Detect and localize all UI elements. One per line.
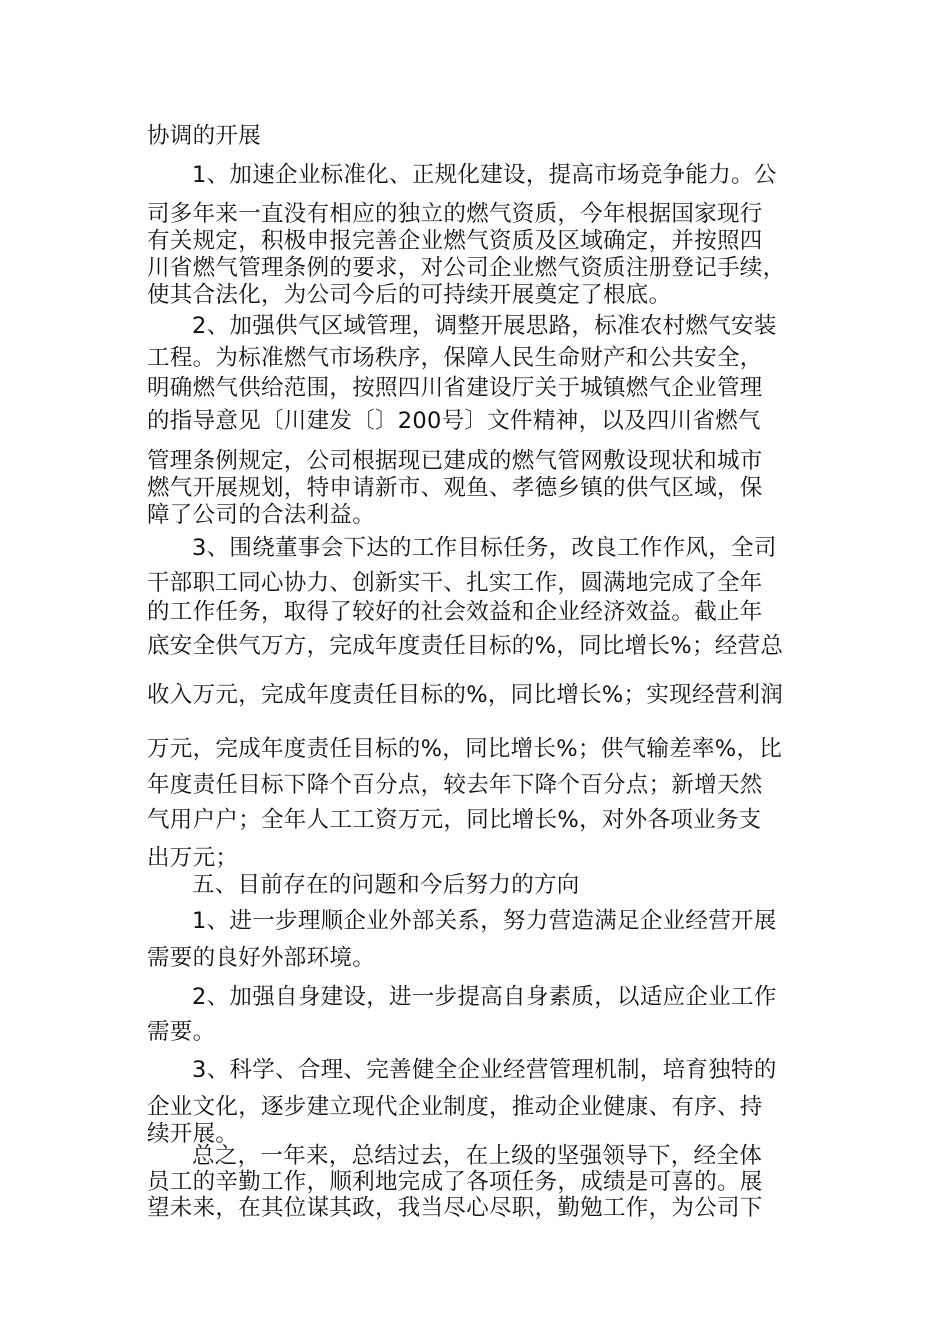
text-line: 2、加强自身建设，进一步提高自身素质，以适应企业工作 [192, 984, 777, 1010]
text-line: 万元，完成年度责任目标的%，同比增长%；供气输差率%，比 [147, 736, 783, 762]
text-line: 司多年来一直没有相应的独立的燃气资质，今年根据国家现行 [147, 201, 763, 227]
text-line: 企业文化，逐步建立现代企业制度，推动企业健康、有序、持 [147, 1094, 763, 1120]
text-line: 续开展。 [147, 1121, 239, 1147]
text-line: 总之，一年来，总结过去，在上级的坚强领导下，经全体 [192, 1143, 763, 1169]
text-line: 需要的良好外部环境。 [147, 945, 376, 971]
text-line: 障了公司的合法利益。 [147, 502, 376, 528]
section-heading: 五、目前存在的问题和今后努力的方向 [192, 872, 580, 898]
text-line: 需要。 [147, 1019, 216, 1045]
text-line: 燃气开展规划，特申请新市、观鱼、孝德乡镇的供气区域，保 [147, 475, 763, 501]
text-line: 协调的开展 [147, 123, 262, 149]
text-line: 3、围绕董事会下达的工作目标任务，改良工作作风，全司 [192, 535, 777, 561]
text-line: 的指导意见〔川建发〔〕200号〕文件精神，以及四川省燃气 [147, 408, 761, 434]
text-line: 3、科学、合理、完善健全企业经营管理机制，培育独特的 [192, 1057, 777, 1083]
text-line: 收入万元，完成年度责任目标的%，同比增长%；实现经营利润 [147, 682, 784, 708]
text-line: 年度责任目标下降个百分点，较去年下降个百分点；新增天然 [147, 772, 763, 798]
text-line: 工程。为标准燃气市场秩序，保障人民生命财产和公共安全， [147, 345, 763, 371]
text-line: 明确燃气供给范围，按照四川省建设厅关于城镇燃气企业管理 [147, 375, 763, 401]
text-line: 员工的辛勤工作，顺利地完成了各项任务，成绩是可喜的。展 [147, 1169, 763, 1195]
text-line: 有关规定，积极申报完善企业燃气资质及区域确定，并按照四 [147, 228, 763, 254]
text-line: 气用户户；全年人工工资万元，同比增长%，对外各项业务支 [147, 807, 762, 833]
text-line: 干部职工同心协力、创新实干、扎实工作，圆满地完成了全年 [147, 570, 763, 596]
text-line: 管理条例规定，公司根据现已建成的燃气管网敷设现状和城市 [147, 448, 763, 474]
text-line: 的工作任务，取得了较好的社会效益和企业经济效益。截止年 [147, 599, 763, 625]
text-line: 1、进一步理顺企业外部关系，努力营造满足企业经营开展 [192, 908, 777, 934]
text-line: 出万元； [147, 845, 239, 871]
text-line: 底安全供气万方，完成年度责任目标的%，同比增长%；经营总 [147, 633, 784, 659]
text-line: 川省燃气管理条例的要求，对公司企业燃气资质注册登记手续， [147, 255, 786, 281]
text-line: 望未来，在其位谋其政，我当尽心尽职，勤勉工作，为公司下 [147, 1195, 763, 1221]
text-line: 1、加速企业标准化、正规化建设，提高市场竞争能力。公 [192, 162, 777, 188]
text-line: 使其合法化，为公司今后的可持续开展奠定了根底。 [147, 282, 672, 308]
text-line: 2、加强供气区域管理，调整开展思路，标准农村燃气安装 [192, 313, 777, 339]
